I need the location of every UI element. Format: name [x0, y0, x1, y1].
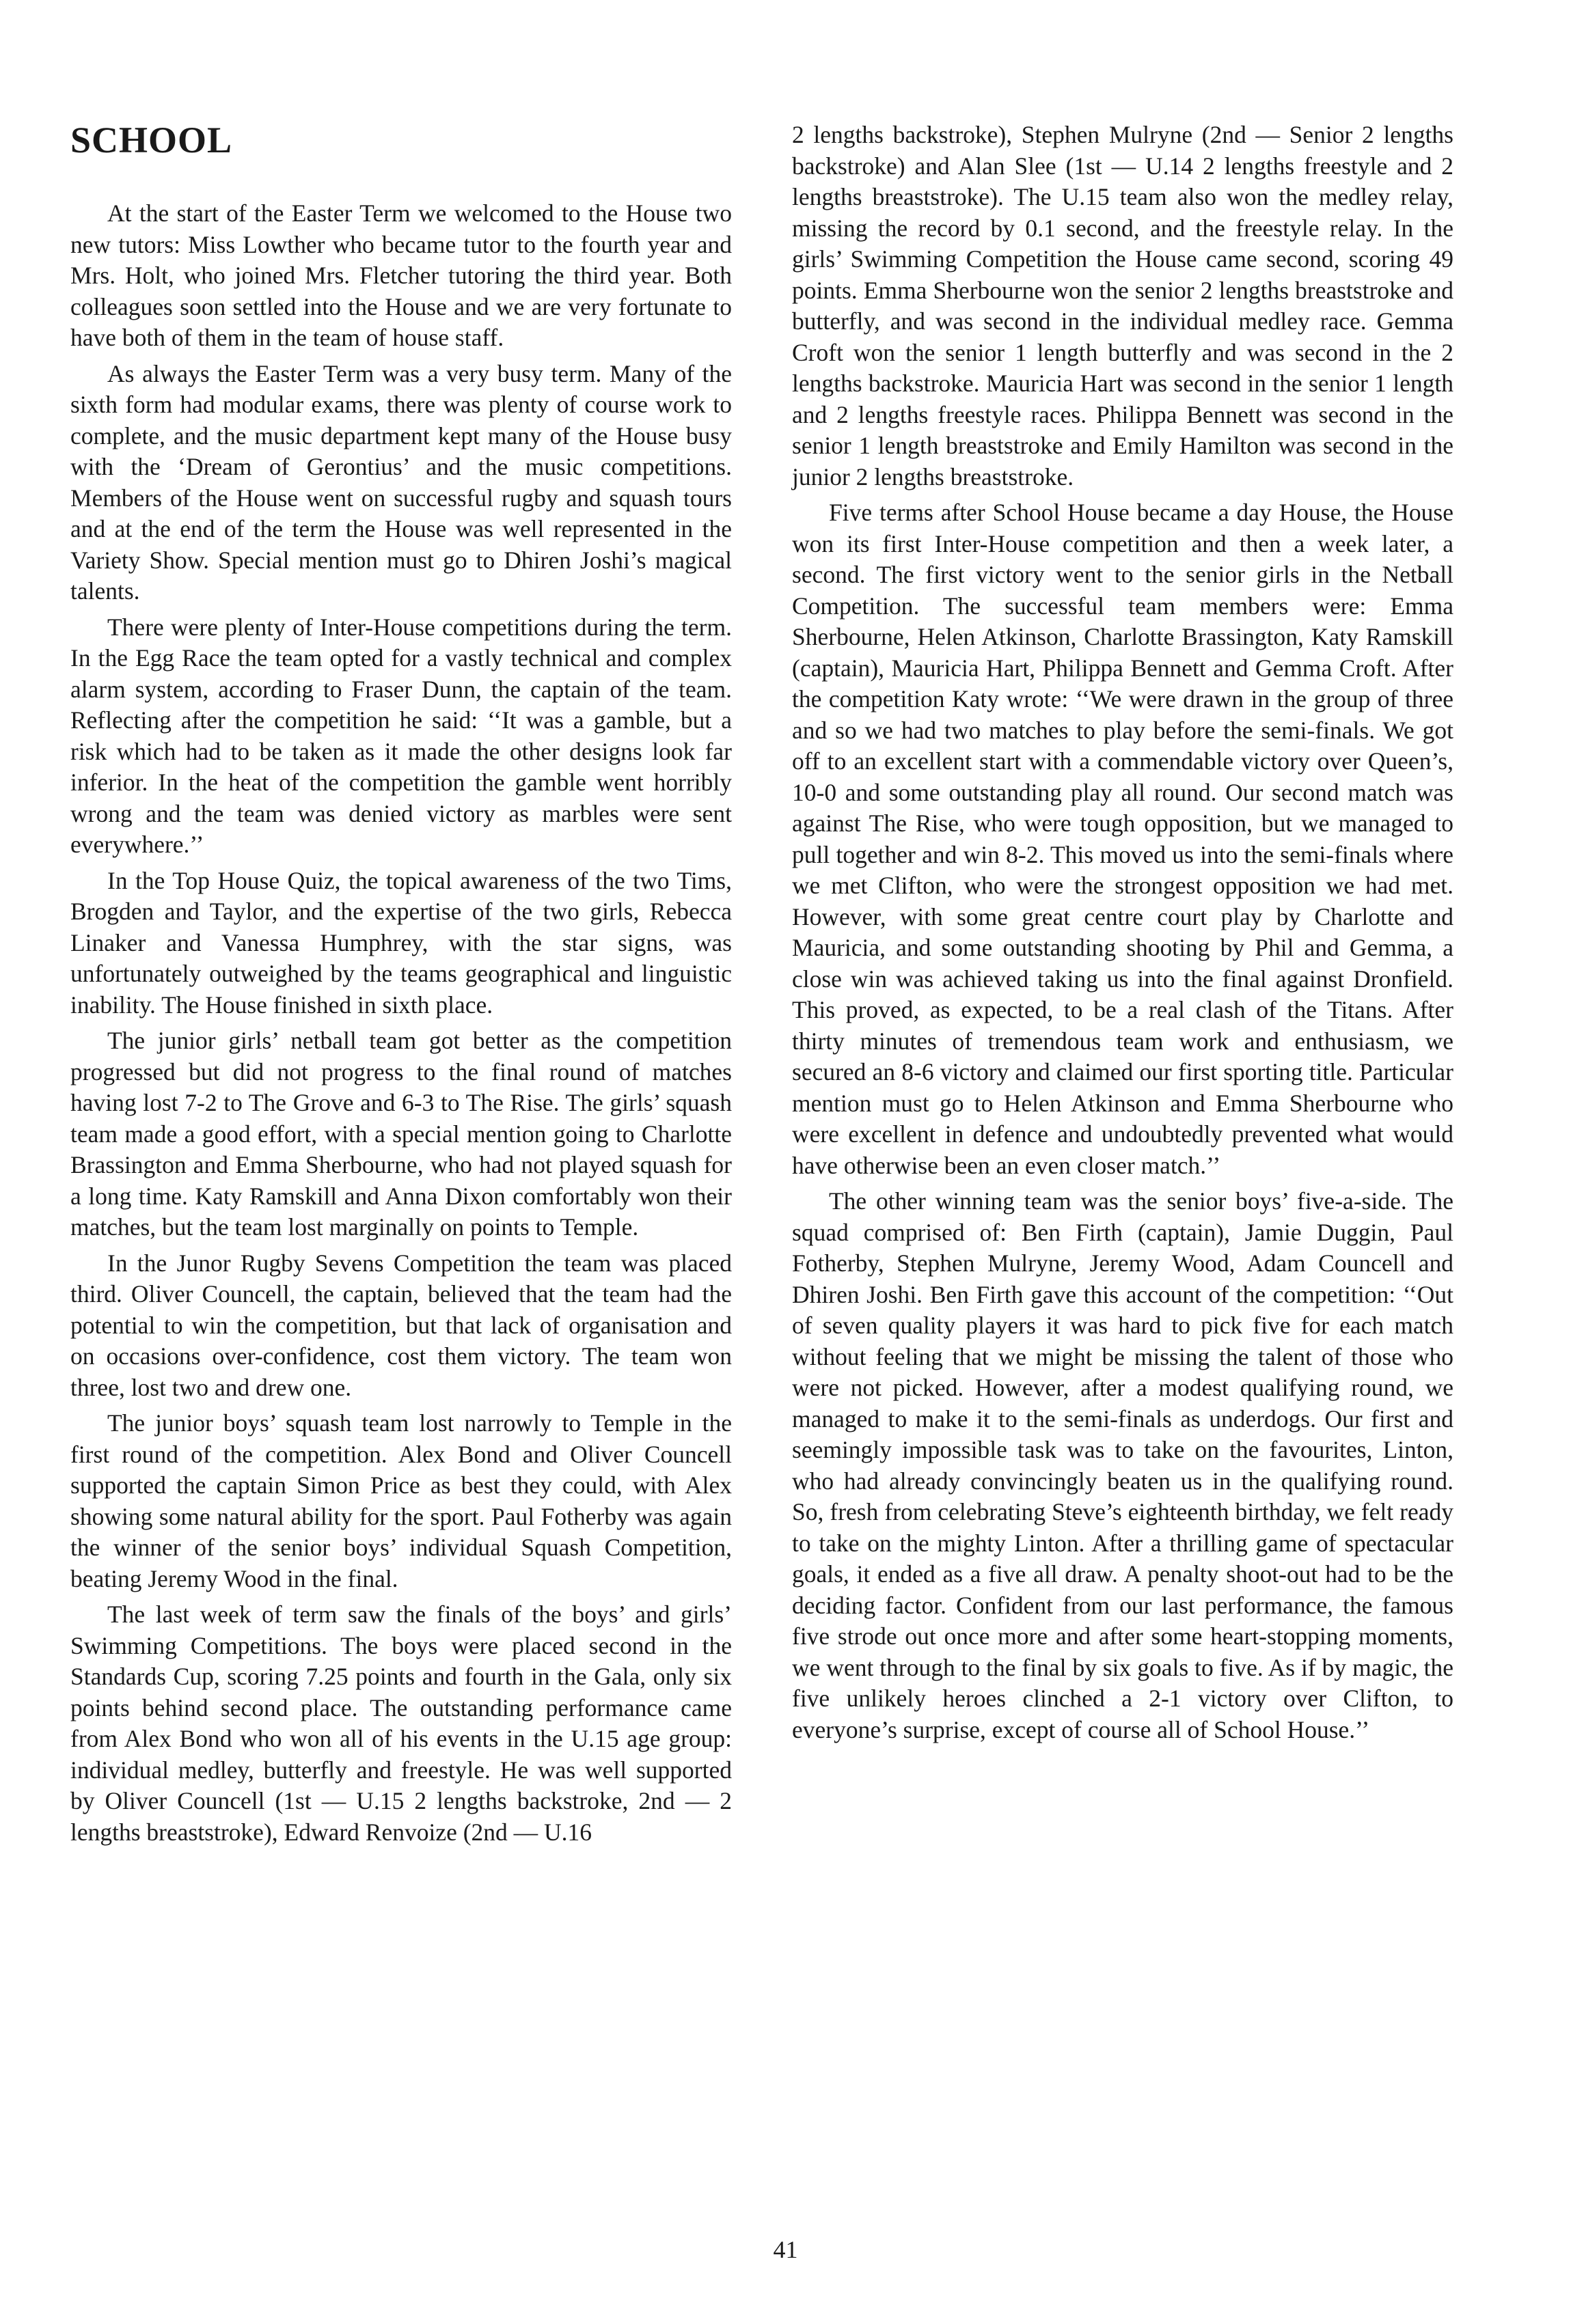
- paragraph: The junior boys’ squash team lost narrowly to Temple in the first round of the competition. Alex Bond and Oliver Councell supported the captain Simon Price as best they could, with Alex showing some natural ability for the sport. Paul Fotherby was again the winner of the senior boys’ individual Squash Competition, beating Jeremy Wood in the final.: [70, 1409, 732, 1592]
- left-column: [70, 198, 732, 1853]
- paragraph: The last week of term saw the finals of the boys’ and girls’ Swimming Competitions. The boys were placed second in the Standards Cup, scoring 7.25 points and fourth in the Gala, only six points behind second place. The outstanding performance came from Alex Bond who won all of his events in the U.15 age group: individual medley, butterfly and freestyle. He was well supported by Oliver Councell (1st — U.15 2 lengths backstroke, 2nd — 2 lengths breaststroke), Edward Renvoize (2nd — U.16: [70, 1601, 732, 1846]
- paragraph: In the Junor Rugby Sevens Competition the team was placed third. Oliver Councell, the captain, believed that the team had the potential to win the competition, but that lack of organisation and on occasions over-confidence, cost them victory. The team won three, lost two and drew one.: [70, 1249, 732, 1401]
- paragraph: At the start of the Easter Term we welcomed to the House two new tutors: Miss Lowther who became tutor to the fourth year and Mrs. Holt, who joined Mrs. Fletcher tutoring the third year. Both colleagues soon settled into the House and we are very fortunate to have both of them in the team of house staff.: [70, 199, 732, 351]
- paragraph: There were plenty of Inter-House competitions during the term. In the Egg Race the team opted for a vastly technical and complex alarm system, according to Fraser Dunn, the captain of the team. Reflecting after the competition he said: ‘‘It was a gamble, but a risk which had to be taken as it made the other designs look far inferior. In the heat of the competition the gamble went horribly wrong and the team was denied victory as marbles were sent everywhere.’’: [70, 613, 732, 858]
- paragraph: As always the Easter Term was a very busy term. Many of the sixth form had modular exams, there was plenty of course work to complete, and the music department kept many of the House busy with the ‘Dream of Gerontius’ and the music competitions. Members of the House went on successful rugby and squash tours and at the end of the term the House was well represented in the Variety Show. Special mention must go to Dhiren Joshi’s magical talents.: [70, 359, 732, 605]
- paragraph: Five terms after School House became a day House, the House won its first Inter-House competition and then a week later, a second. The first victory went to the senior girls in the Netball Competition. The successful team members were: Emma Sherbourne, Helen Atkinson, Charlotte Brassington, Katy Ramskill (captain), Mauricia Hart, Philippa Bennett and Gemma Croft. After the competition Katy wrote: ‘‘We were drawn in the group of three and so we had two matches to play before the semi-finals. We got off to an excellent start with a commendable victory over Queen’s, 10-0 and some outstanding play all round. Our second match was against The Rise, who were tough opposition, but we managed to pull together and win 8-2. This moved us into the semi-finals where we met Clifton, who were the strongest opposition we had met. However, with some great centre court play by Charlotte and Mauricia, and some outstanding shooting by Phil and Gemma, a close win was achieved taking us into the final against Dronfield. This proved, as expected, to be a real clash of the Titans. After thirty minutes of tremendous team work and enthusiasm, we secured an 8-6 victory and claimed our first sporting title. Particular mention must go to Helen Atkinson and Emma Sherbourne who were excellent in defence and undoubtedly prevented what would have otherwise been an even closer match.’’: [792, 499, 1453, 1179]
- section-heading: SCHOOL: [70, 120, 233, 161]
- paragraph: In the Top House Quiz, the topical awareness of the two Tims, Brogden and Taylor, and the expertise of the two girls, Rebecca Linaker and Vanessa Humphrey, with the star signs, was unfortunately outweighed by the teams geographical and linguistic inability. The House finished in sixth place.: [70, 866, 732, 1019]
- paragraph-continuation: 2 lengths backstroke), Stephen Mulryne (2nd — Senior 2 lengths backstroke) and Alan Slee (1st — U.14 2 lengths freestyle and 2 lengths breaststroke). The U.15 team also won the medley relay, missing the record by 0.1 second, and the freestyle relay. In the girls’ Swimming Competition the House came second, scoring 49 points. Emma Sherbourne won the senior 2 lengths breaststroke and butterfly, and was second in the individual medley race. Gemma Croft won the senior 1 length butterfly and was second in the 2 lengths backstroke. Mauricia Hart was second in the senior 1 length and 2 lengths freestyle races. Philippa Bennett was second in the senior 1 length breaststroke and Emily Hamilton was second in the junior 2 lengths breaststroke.: [792, 121, 1453, 490]
- page-number: 41: [773, 2236, 798, 2263]
- paragraph: The other winning team was the senior boys’ five-a-side. The squad comprised of: Ben Firth (captain), Jamie Duggin, Paul Fotherby, Stephen Mulryne, Jeremy Wood, Adam Councell and Dhiren Joshi. Ben Firth gave this account of the competition: ‘‘Out of seven quality players it was hard to pick five for each match without feeling that we might be missing the talent of those who were not picked. However, after a modest qualifying round, we managed to make it to the semi-finals as underdogs. Our first and seemingly impossible task was to take on the favourites, Linton, who had already convincingly beaten us in the qualifying round. So, fresh from celebrating Steve’s eighteenth birthday, we felt ready to take on the mighty Linton. After a thrilling game of spectacular goals, it ended as a five all draw. A penalty shoot-out had to be the deciding factor. Confident from our last performance, the famous five strode out once more and after some heart-stopping moments, we went through to the final by six goals to five. As if by magic, the five unlikely heroes clinched a 2-1 victory over Clifton, to everyone’s surprise, except of course all of School House.’’: [792, 1187, 1453, 1743]
- paragraph: The junior girls’ netball team got better as the competition progressed but did not progress to the final round of matches having lost 7-2 to The Grove and 6-3 to The Rise. The girls’ squash team made a good effort, with a special mention going to Charlotte Brassington and Emma Sherbourne, who had not played squash for a long time. Katy Ramskill and Anna Dixon comfortably won their matches, but the team lost marginally on points to Temple.: [70, 1027, 732, 1241]
- right-column: [792, 120, 1453, 1750]
